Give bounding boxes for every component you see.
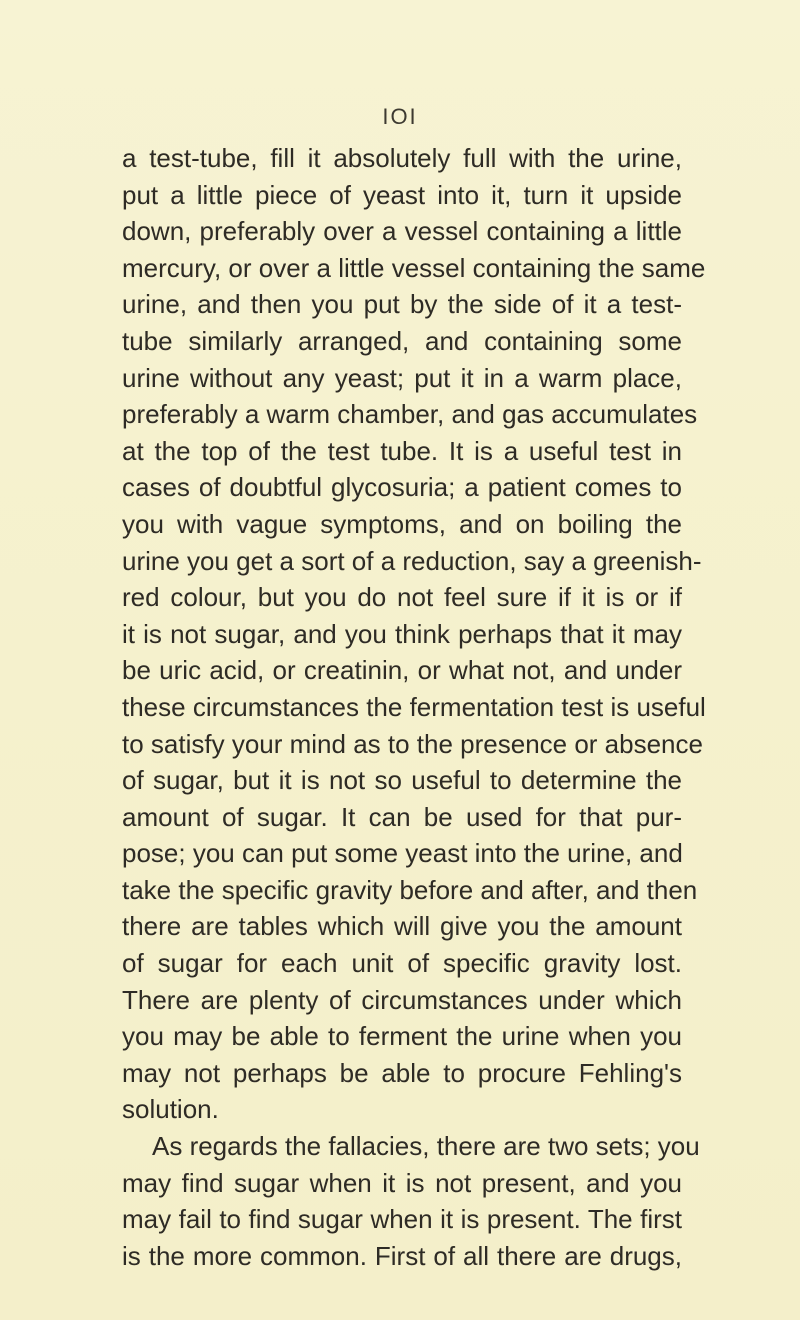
text-line: may find sugar when it is not present, and you — [122, 1167, 682, 1198]
text-line: to satisfy your mind as to the presence or absence — [122, 728, 703, 759]
text-line: at the top of the test tube. It is a useful test in — [122, 435, 682, 466]
text-line: there are tables which will give you the amount — [122, 911, 682, 942]
text-line: red colour, but you do not feel sure if it is or if — [122, 582, 682, 613]
text-line: of sugar, but it is not so useful to determine the — [122, 765, 682, 796]
text-line: urine, and then you put by the side of it a test- — [122, 289, 682, 320]
page-number: IOI — [382, 104, 418, 129]
text-line: mercury, or over a little vessel containing the same — [122, 252, 706, 283]
text-line: put a little piece of yeast into it, turn it upside — [122, 179, 682, 210]
text-line: is the more common. First of all there are drugs, — [122, 1240, 682, 1271]
text-line: urine you get a sort of a reduction, say a greenish- — [122, 545, 702, 576]
text-line: preferably a warm chamber, and gas accumulates — [122, 399, 698, 430]
text-line: There are plenty of circumstances under which — [122, 984, 682, 1015]
text-line: a test-tube, fill it absolutely full with the urine, — [122, 143, 682, 173]
text-line: these circumstances the fermentation test is useful — [122, 691, 706, 722]
text-line: amount of sugar. It can be used for that pur- — [122, 801, 682, 832]
text-line: down, preferably over a vessel containing a little — [122, 216, 682, 247]
text-line: you with vague symptoms, and on boiling the — [122, 508, 682, 539]
text-line: urine without any yeast; put it in a warm place, — [122, 362, 682, 393]
text-line: As regards the fallacies, there are two sets; you — [152, 1131, 700, 1162]
body-text — [122, 140, 706, 1274]
text-line: it is not sugar, and you think perhaps that it may — [122, 618, 682, 649]
text-line: may not perhaps be able to procure Fehling's — [122, 1057, 682, 1088]
text-line: pose; you can put some yeast into the urine, and — [122, 838, 683, 869]
text-line: you may be able to ferment the urine when you — [122, 1021, 682, 1052]
text-line: cases of doubtful glycosuria; a patient comes to — [122, 472, 682, 503]
text-line: take the specific gravity before and after, and then — [122, 874, 698, 905]
text-line: solution. — [122, 1094, 219, 1125]
text-line: may fail to find sugar when it is present. The first — [122, 1204, 682, 1235]
text-line: be uric acid, or creatinin, or what not, and under — [122, 655, 682, 686]
text-line: tube similarly arranged, and containing some — [122, 325, 682, 356]
text-line: of sugar for each unit of specific gravity lost. — [122, 948, 682, 979]
